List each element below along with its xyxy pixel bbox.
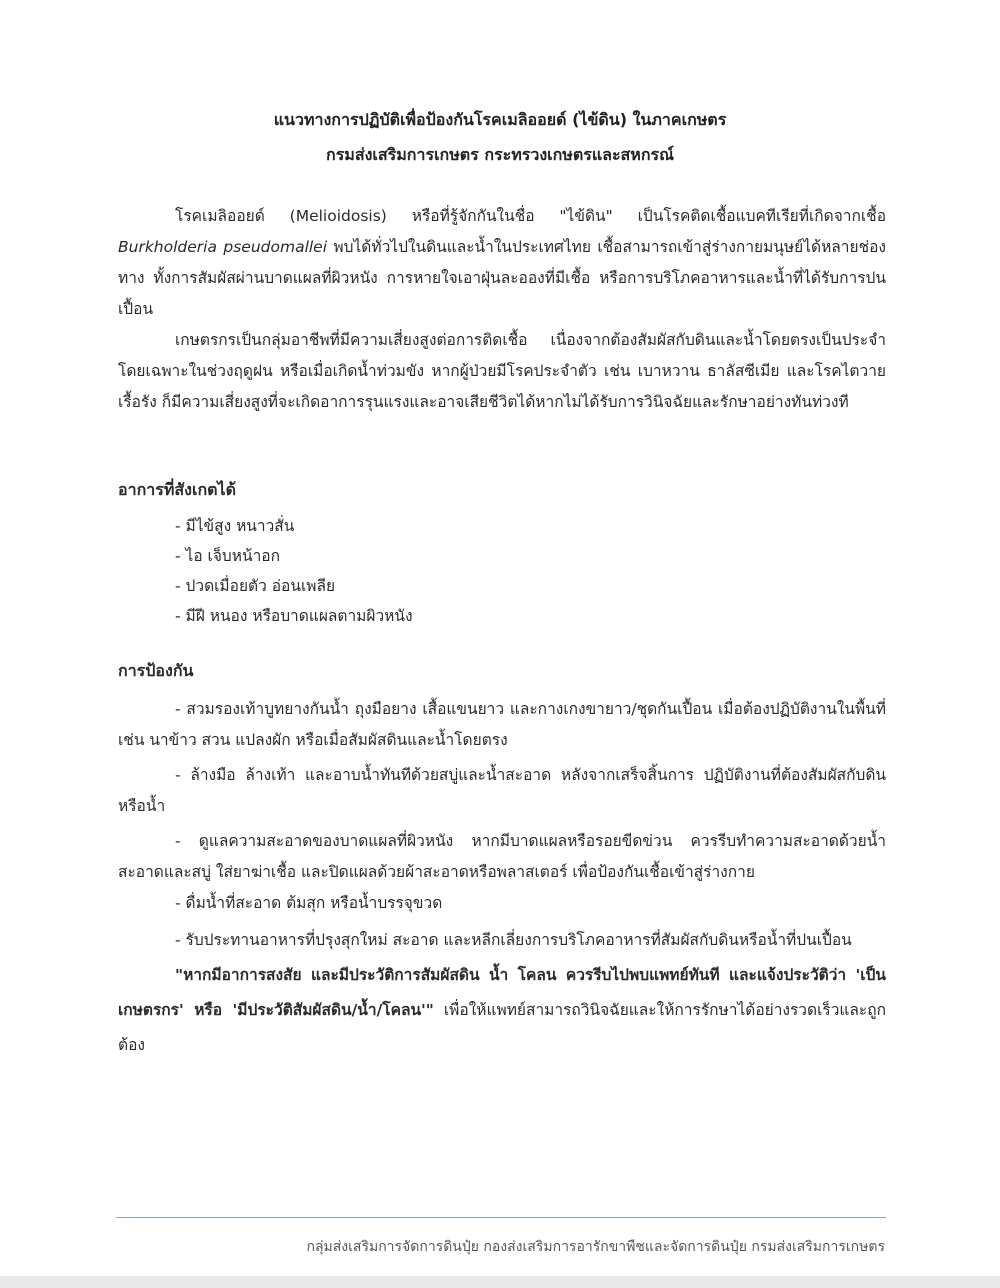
prevention-section [118,655,886,1063]
intro-paragraph-1 [118,201,886,325]
list-item: - ล้างมือ ล้างเท้า และอาบน้ำทันทีด้วยสบู่และน้ำสะอาด หลังจากเสร็จสิ้นการ ปฏิบัติงานที่ต้องสัมผัสกับดินหรือน้ำ [118,766,886,815]
intro-paragraph-2: เกษตรกรเป็นกลุ่มอาชีพที่มีความเสี่ยงสูงต่อการติดเชื้อ เนื่องจากต้องสัมผัสกับดินและน้ำโดยตรงเป็นประจำ โดยเฉพาะในช่วงฤดูฝน หรือเมื่อเกิดน้ำท่วมขัง หากผู้ป่วยมีโรคประจำตัว เช่น เบาหวาน ธาลัสซีเมีย และโรคไตวายเรื้อรัง ก็มีความเสี่ยงสูงที่จะเกิดอาการรุนแรงและอาจเสียชีวิตได้หากไม่ได้รับการวินิจฉัยและรักษาอย่างทันท่วงที [118,331,886,411]
document-title: แนวทางการปฏิบัติเพื่อป้องกันโรคเมลิออยด์ (ไข้ดิน) ในภาคเกษตร [273,110,727,129]
intro-text-b: พบได้ทั่วไปในดินและน้ำในประเทศไทย เชื้อสามารถเข้าสู่ร่างกายมนุษย์ได้หลายช่องทาง ทั้งการสัมผัสผ่านบาดแผลที่ผิวหนัง การหายใจเอาฝุ่นละอองที่มีเชื้อ หรือการบริโภคอาหารและน้ำที่ได้รับการปนเปื้อน [118,238,886,318]
list-item: - มีฝี หนอง หรือบาดแผลตามผิวหนัง [175,607,413,625]
callout-text: เพื่อให้แพทย์สามารถวินิจฉัยและให้การรักษาได้อย่างรวดเร็วและถูกต้อง [118,1001,886,1054]
list-item: - ปวดเมื่อยตัว อ่อนเพลีย [175,577,336,595]
footer-divider [116,1217,886,1218]
list-item: - รับประทานอาหารที่ปรุงสุกใหม่ สะอาด และหลีกเลี่ยงการบริโภคอาหารที่สัมผัสกับดินหรือน้ำที่ปนเปื้อน [175,931,852,949]
list-item: - ดื่มน้ำที่สะอาด ต้มสุก หรือน้ำบรรจุขวด [175,894,443,912]
scientific-name: Burkholderia pseudomallei [118,238,328,256]
intro-text-a: โรคเมลิออยด์ (Melioidosis) หรือที่รู้จักกันในชื่อ "ไข้ดิน" เป็นโรคติดเชื้อแบคทีเรียที่เกิดจากเชื้อ [175,207,886,225]
symptoms-heading: อาการที่สังเกตได้ [118,480,236,499]
callout-bold-text: "หากมีอาการสงสัย และมีประวัติการสัมผัสดิน น้ำ โคลน ควรรีบไปพบแพทย์ทันที และแจ้งประวัติว่า 'เป็นเกษตรกร' หรือ 'มีประวัติสัมผัสดิน/น้ำ/โคลน'" [118,966,886,1019]
list-item: - ดูแลความสะอาดของบาดแผลที่ผิวหนัง หากมีบาดแผลหรือรอยขีดข่วน ควรรีบทำความสะอาดด้วยน้ำสะอาดและสบู่ ใส่ยาฆ่าเชื้อ และปิดแผลด้วยผ้าสะอาดหรือพลาสเตอร์ เพื่อป้องกันเชื้อเข้าสู่ร่างกาย [118,832,886,881]
callout-paragraph [118,958,886,1063]
page-bottom-strip [0,1276,1000,1288]
list-item: - สวมรองเท้าบูทยางกันน้ำ ถุงมือยาง เสื้อแขนยาว และกางเกงขายาว/ชุดกันเปื้อน เมื่อต้องปฏิบัติงานในพื้นที่ เช่น นาข้าว สวน แปลงผัก หรือเมื่อสัมผัสดินและน้ำโดยตรง [118,700,886,749]
list-item: - ไอ เจ็บหน้าอก [175,547,280,565]
intro-section [118,201,886,418]
document-subtitle: กรมส่งเสริมการเกษตร กระทรวงเกษตรและสหกรณ์ [326,145,674,164]
prevention-heading: การป้องกัน [118,661,194,680]
symptoms-section [118,474,886,631]
symptoms-list [118,511,886,631]
footer-text: กลุ่มส่งเสริมการจัดการดินปุ๋ย กองส่งเสริมการอารักขาพืชและจัดการดินปุ๋ย กรมส่งเสริมการเกษตร [306,1239,885,1255]
list-item: - มีไข้สูง หนาวสั่น [175,517,295,535]
